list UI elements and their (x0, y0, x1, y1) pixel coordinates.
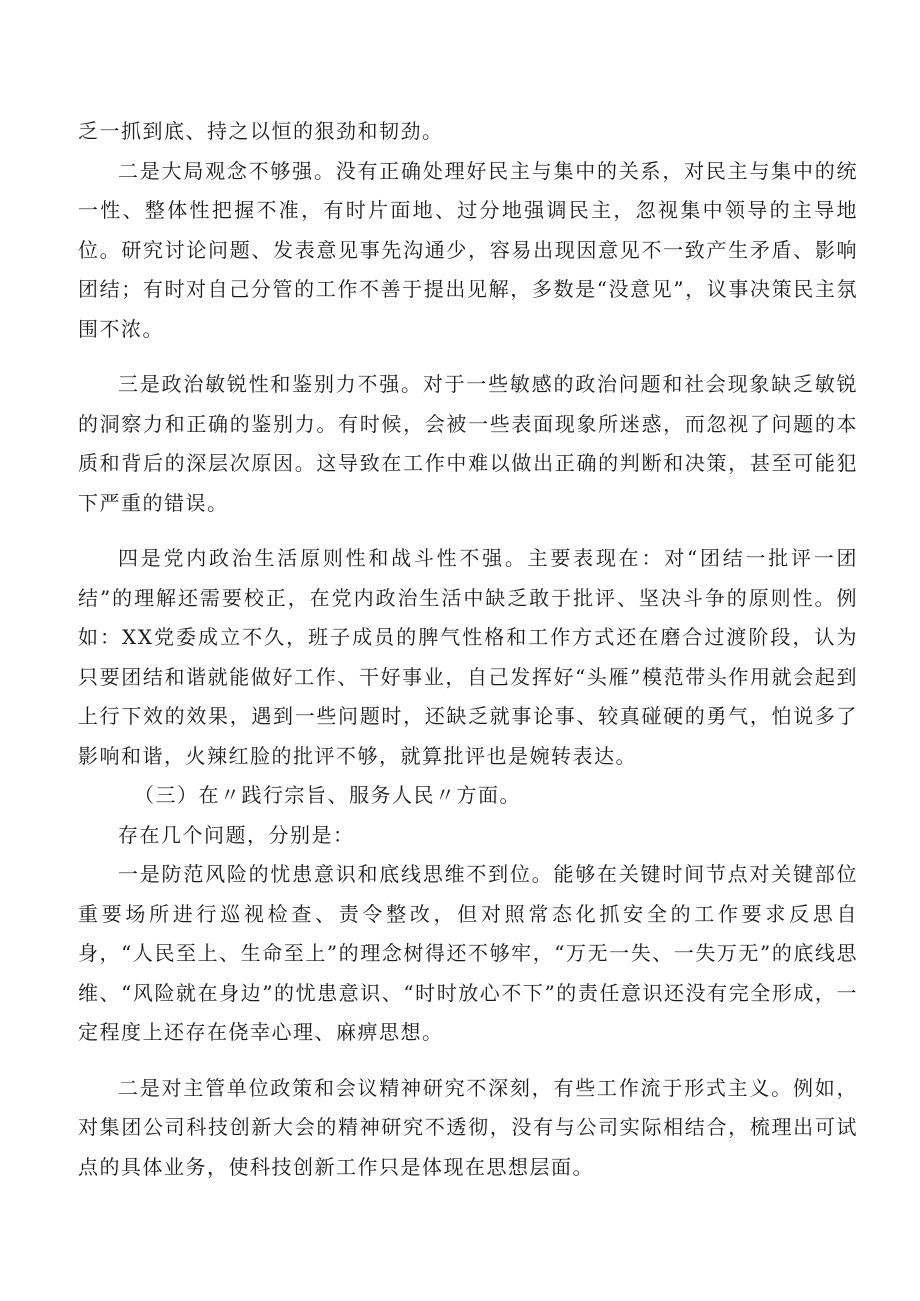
paragraph-problems-intro: 存在几个问题，分别是： (118, 822, 355, 847)
paragraph-policy-study: 二是对主管单位政策和会议精神研究不深刻，有些工作流于形式主义。例如，对集团公司科技创新大会的精神研究不透彻，没有与公司实际相结合，梳理出可试点的具体业务，使科技创新工作只是体现在思想层面。 (78, 1075, 858, 1179)
paragraph-party-life: 四是党内政治生活原则性和战斗性不强。主要表现在：对“团结一批评一团结”的理解还需要校正，在党内政治生活中缺乏敢于批评、坚决斗争的原则性。例如：XX党委成立不久，班子成员的脾气性格和工作方式还在磨合过渡阶段，认为只要团结和谐就能做好工作、干好事业，自己发挥好“头雁”模范带头作用就会起到上行下效的效果，遇到一些问题时，还缺乏就事论事、较真碰硬的勇气，怕说多了影响和谐，火辣红脸的批评不够，就算批评也是婉转表达。 (78, 546, 858, 768)
paragraph-risk-awareness: 一是防范风险的忧患意识和底线思维不到位。能够在关键时间节点对关键部位重要场所进行巡视检查、责令整改，但对照常态化抓安全的工作要求反思自身，“人民至上、生命至上”的理念树得还不够牢，“万无一失、一失万无”的底线思维、“风险就在身边”的忧患意识、“时时放心不下”的责任意识还没有完全形成，一定程度上还存在侥幸心理、麻痹思想。 (78, 862, 858, 1044)
section-heading-serve-people: （三）在〃践行宗旨、服务人民〃方面。 (134, 783, 521, 807)
document-page (78, 112, 858, 1187)
paragraph-political-sensitivity: 三是政治敏锐性和鉴别力不强。对于一些敏感的政治问题和社会现象缺乏敏锐的洞察力和正确的鉴别力。有时候，会被一些表面现象所迷惑，而忽视了问题的本质和背后的深层次原因。这导致在工作中难以做出正确的判断和决策，甚至可能犯下严重的错误。 (78, 372, 858, 515)
paragraph-continuation: 乏一抓到底、持之以恒的狠劲和韧劲。 (78, 119, 444, 143)
paragraph-overall-view: 二是大局观念不够强。没有正确处理好民主与集中的关系，对民主与集中的统一性、整体性把握不准，有时片面地、过分地强调民主，忽视集中领导的主导地位。研究讨论问题、发表意见事先沟通少，容易出现因意见不一致产生矛盾、影响团结；有时对自己分管的工作不善于提出见解，多数是“没意见”，议事决策民主氛围不浓。 (78, 158, 858, 341)
